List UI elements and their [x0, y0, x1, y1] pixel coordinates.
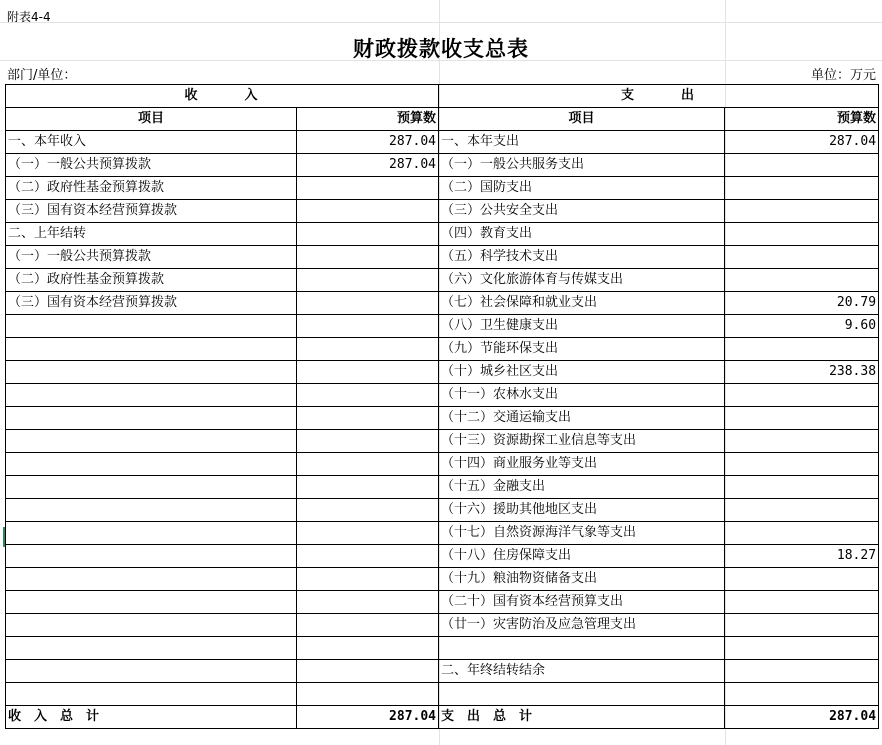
income-budget-header[interactable]: 预算数: [297, 108, 439, 131]
income-budget-cell[interactable]: [297, 246, 439, 269]
expense-item-cell[interactable]: （十五）金融支出: [439, 476, 725, 499]
expense-budget-cell[interactable]: [725, 453, 879, 476]
table-row: [6, 223, 879, 246]
income-budget-cell[interactable]: [297, 476, 439, 499]
expense-budget-cell[interactable]: [725, 154, 879, 177]
table-row: [6, 361, 879, 384]
income-item-cell[interactable]: [6, 361, 297, 384]
total-row: [6, 706, 879, 729]
income-budget-cell[interactable]: [297, 407, 439, 430]
expense-item-cell[interactable]: （三）公共安全支出: [439, 200, 725, 223]
table-row: [6, 476, 879, 499]
expense-budget-cell[interactable]: [725, 177, 879, 200]
expense-budget-header[interactable]: 预算数: [725, 108, 879, 131]
income-budget-cell[interactable]: [297, 200, 439, 223]
expense-budget-cell[interactable]: [725, 637, 879, 660]
income-budget-cell[interactable]: [297, 614, 439, 637]
income-budget-cell[interactable]: [297, 361, 439, 384]
table-row: [6, 430, 879, 453]
table-row: [6, 177, 879, 200]
expense-item-cell[interactable]: （六）文化旅游体育与传媒支出: [439, 269, 725, 292]
income-budget-cell[interactable]: [297, 637, 439, 660]
income-item-cell[interactable]: [6, 430, 297, 453]
expense-item-cell[interactable]: （十四）商业服务业等支出: [439, 453, 725, 476]
expense-item-cell[interactable]: （十三）资源勘探工业信息等支出: [439, 430, 725, 453]
table-row: [6, 246, 879, 269]
income-item-cell[interactable]: [6, 614, 297, 637]
expense-item-cell[interactable]: （一）一般公共服务支出: [439, 154, 725, 177]
income-item-cell[interactable]: [6, 315, 297, 338]
income-item-header[interactable]: 项目: [6, 108, 297, 131]
table-row: [6, 315, 879, 338]
income-budget-cell[interactable]: 287.04: [297, 131, 439, 154]
table-row: [6, 407, 879, 430]
table-row: [6, 499, 879, 522]
income-item-cell[interactable]: 二、上年结转: [6, 223, 297, 246]
expense-item-header[interactable]: 项目: [439, 108, 725, 131]
department-label: 部门/单位：: [7, 68, 77, 83]
income-item-cell[interactable]: [6, 338, 297, 361]
income-budget-cell[interactable]: [297, 568, 439, 591]
expense-budget-cell[interactable]: [725, 223, 879, 246]
expense-budget-cell[interactable]: [725, 430, 879, 453]
income-budget-cell[interactable]: [297, 591, 439, 614]
income-item-cell[interactable]: [6, 568, 297, 591]
expense-total-label[interactable]: 支 出 总 计: [439, 706, 725, 729]
expense-item-cell[interactable]: （十一）农林水支出: [439, 384, 725, 407]
income-item-cell[interactable]: （二）政府性基金预算拨款: [6, 269, 297, 292]
expense-budget-cell[interactable]: [725, 338, 879, 361]
table-row: [6, 522, 879, 545]
income-budget-cell[interactable]: [297, 269, 439, 292]
expense-budget-cell[interactable]: [725, 246, 879, 269]
income-item-cell[interactable]: （三）国有资本经营预算拨款: [6, 292, 297, 315]
expense-item-cell[interactable]: （二十）国有资本经营预算支出: [439, 591, 725, 614]
table-row: [6, 660, 879, 683]
income-budget-cell[interactable]: [297, 430, 439, 453]
expense-budget-cell[interactable]: [725, 384, 879, 407]
expense-item-cell[interactable]: （十九）粮油物资储备支出: [439, 568, 725, 591]
expense-item-cell[interactable]: 二、年终结转结余: [439, 660, 725, 683]
expense-total-value[interactable]: 287.04: [725, 706, 879, 729]
expense-item-cell[interactable]: （四）教育支出: [439, 223, 725, 246]
income-item-cell[interactable]: （一）一般公共预算拨款: [6, 154, 297, 177]
income-total-value[interactable]: 287.04: [297, 706, 439, 729]
expense-item-cell[interactable]: （五）科学技术支出: [439, 246, 725, 269]
expense-item-cell[interactable]: （九）节能环保支出: [439, 338, 725, 361]
income-item-cell[interactable]: [6, 476, 297, 499]
income-budget-cell[interactable]: [297, 453, 439, 476]
table-row: [6, 292, 879, 315]
fiscal-budget-table: [5, 84, 879, 729]
expense-budget-cell[interactable]: 20.79: [725, 292, 879, 315]
income-item-cell[interactable]: [6, 407, 297, 430]
table-row: [6, 200, 879, 223]
expense-item-cell[interactable]: （八）卫生健康支出: [439, 315, 725, 338]
expense-item-cell[interactable]: （十八）住房保障支出: [439, 545, 725, 568]
expense-budget-cell[interactable]: [725, 499, 879, 522]
expense-item-cell[interactable]: [439, 683, 725, 706]
income-budget-cell[interactable]: [297, 223, 439, 246]
table-row: [6, 453, 879, 476]
expense-item-cell[interactable]: 一、本年支出: [439, 131, 725, 154]
income-section-header[interactable]: 收 入: [6, 85, 439, 108]
expense-budget-cell[interactable]: [725, 407, 879, 430]
income-budget-cell[interactable]: [297, 177, 439, 200]
expense-item-cell[interactable]: （十六）援助其他地区支出: [439, 499, 725, 522]
income-budget-cell[interactable]: [297, 660, 439, 683]
table-row: [6, 131, 879, 154]
section-header-row: [6, 85, 879, 108]
column-header-row: [6, 108, 879, 131]
table-row: [6, 683, 879, 706]
income-item-cell[interactable]: [6, 591, 297, 614]
income-item-cell[interactable]: [6, 384, 297, 407]
gridline: [0, 22, 882, 23]
expense-budget-cell[interactable]: [725, 200, 879, 223]
income-budget-cell[interactable]: [297, 683, 439, 706]
table-row: [6, 591, 879, 614]
income-item-cell[interactable]: [6, 499, 297, 522]
expense-budget-cell[interactable]: [725, 522, 879, 545]
income-budget-cell[interactable]: 287.04: [297, 154, 439, 177]
table-row: [6, 154, 879, 177]
table-row: [6, 384, 879, 407]
income-item-cell[interactable]: （二）政府性基金预算拨款: [6, 177, 297, 200]
income-budget-cell[interactable]: [297, 384, 439, 407]
table-number-note: 附表4-4: [7, 10, 51, 24]
page-title: 财政拨款收支总表: [353, 36, 529, 61]
unit-label: 单位：万元: [810, 68, 876, 83]
table-row: [6, 545, 879, 568]
expense-budget-cell[interactable]: 18.27: [725, 545, 879, 568]
expense-budget-cell[interactable]: [725, 660, 879, 683]
expense-item-cell[interactable]: （七）社会保障和就业支出: [439, 292, 725, 315]
income-budget-cell[interactable]: [297, 545, 439, 568]
expense-item-cell[interactable]: （二）国防支出: [439, 177, 725, 200]
table-row: [6, 269, 879, 292]
income-item-cell[interactable]: [6, 545, 297, 568]
expense-item-cell[interactable]: （十）城乡社区支出: [439, 361, 725, 384]
income-item-cell[interactable]: [6, 453, 297, 476]
income-budget-cell[interactable]: [297, 292, 439, 315]
expense-budget-cell[interactable]: 9.60: [725, 315, 879, 338]
income-item-cell[interactable]: （一）一般公共预算拨款: [6, 246, 297, 269]
expense-budget-cell[interactable]: [725, 683, 879, 706]
income-item-cell[interactable]: [6, 683, 297, 706]
expense-item-cell[interactable]: （十二）交通运输支出: [439, 407, 725, 430]
expense-budget-cell[interactable]: [725, 591, 879, 614]
expense-item-cell[interactable]: [439, 637, 725, 660]
income-budget-cell[interactable]: [297, 338, 439, 361]
expense-section-header[interactable]: 支 出: [439, 85, 879, 108]
expense-budget-cell[interactable]: [725, 568, 879, 591]
income-total-label[interactable]: 收 入 总 计: [6, 706, 297, 729]
expense-budget-cell[interactable]: [725, 614, 879, 637]
income-item-cell[interactable]: [6, 522, 297, 545]
expense-item-cell[interactable]: （十七）自然资源海洋气象等支出: [439, 522, 725, 545]
income-item-cell[interactable]: [6, 660, 297, 683]
income-budget-cell[interactable]: [297, 522, 439, 545]
expense-item-cell[interactable]: （廿一）灾害防治及应急管理支出: [439, 614, 725, 637]
table-row: [6, 637, 879, 660]
expense-budget-cell[interactable]: [725, 476, 879, 499]
expense-budget-cell[interactable]: 238.38: [725, 361, 879, 384]
income-item-cell[interactable]: [6, 637, 297, 660]
income-item-cell[interactable]: 一、本年收入: [6, 131, 297, 154]
table-row: [6, 614, 879, 637]
expense-budget-cell[interactable]: [725, 269, 879, 292]
income-budget-cell[interactable]: [297, 315, 439, 338]
income-budget-cell[interactable]: [297, 499, 439, 522]
table-row: [6, 338, 879, 361]
table-row: [6, 568, 879, 591]
income-item-cell[interactable]: （三）国有资本经营预算拨款: [6, 200, 297, 223]
expense-budget-cell[interactable]: 287.04: [725, 131, 879, 154]
